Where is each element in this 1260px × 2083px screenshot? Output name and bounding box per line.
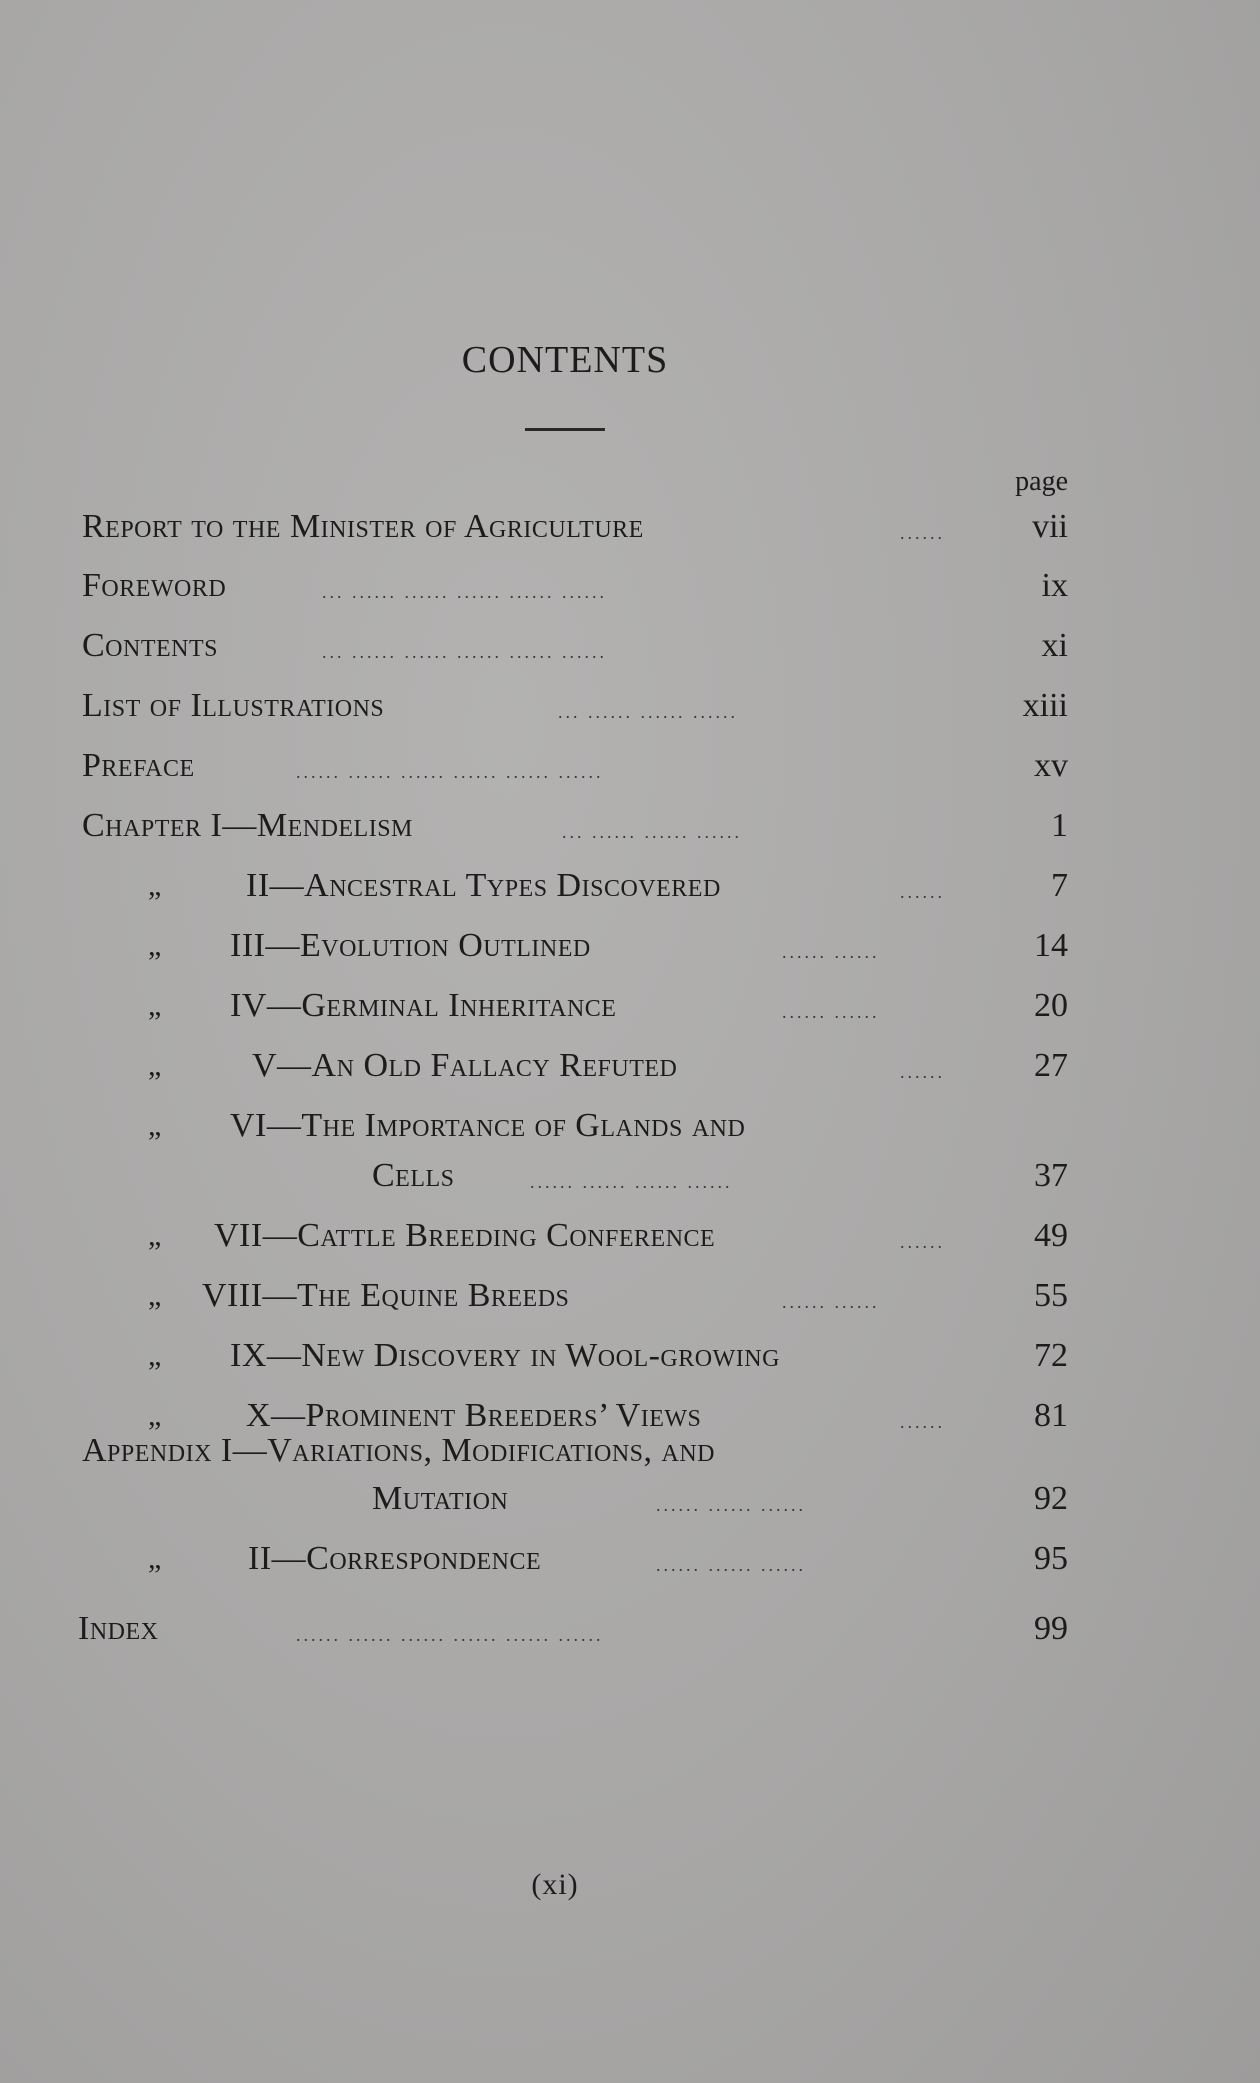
toc-entry-page: 92: [1034, 1480, 1068, 1517]
toc-entry[interactable]: [0, 981, 1260, 1031]
toc-entry-page: 72: [1034, 1337, 1068, 1374]
dot-leader: ... ...... ...... ......: [562, 822, 742, 842]
toc-entry-page: 14: [1034, 927, 1068, 964]
toc-entry-continuation[interactable]: [0, 1474, 1260, 1524]
ditto-mark: „: [148, 1049, 162, 1082]
dot-leader: ...... ...... ......: [656, 1555, 806, 1575]
dot-leader: ...... ......: [782, 942, 880, 962]
toc-entry-page: 37: [1034, 1157, 1068, 1194]
dot-leader: ...... ...... ......: [656, 1495, 806, 1515]
title-rule: [525, 428, 605, 431]
toc-entry-page: 27: [1034, 1047, 1068, 1084]
toc-entry-title: Cells: [372, 1157, 455, 1194]
toc-entry-title: II—Ancestral Types Discovered: [246, 867, 721, 904]
toc-entry[interactable]: [0, 1604, 1260, 1654]
dot-leader: ... ...... ...... ...... ...... ......: [322, 642, 607, 662]
dot-leader: ...... ...... ...... ...... ...... ......: [296, 762, 604, 782]
dot-leader: ...... ...... ...... ...... ...... ......: [296, 1625, 604, 1645]
ditto-mark: „: [148, 869, 162, 902]
toc-entry-title: II—Correspondence: [248, 1540, 542, 1577]
toc-entry-page: 55: [1034, 1277, 1068, 1314]
toc-entry-title: Preface: [82, 747, 195, 784]
dot-leader: ......: [900, 523, 945, 543]
dot-leader: ......: [900, 1232, 945, 1252]
toc-entry[interactable]: [0, 1271, 1260, 1321]
toc-entry-page: 81: [1034, 1397, 1068, 1434]
toc-entry[interactable]: [0, 1331, 1260, 1381]
toc-entry[interactable]: [0, 681, 1260, 731]
page-title: CONTENTS: [461, 339, 669, 381]
ditto-mark: „: [148, 1219, 162, 1252]
ditto-mark: „: [148, 1279, 162, 1312]
toc-entry-title: VI—The Importance of Glands and: [230, 1107, 746, 1144]
toc-entry-title: List of Illustrations: [82, 687, 385, 724]
toc-entry-title: Index: [78, 1610, 159, 1647]
toc-entry-title: Foreword: [82, 567, 227, 604]
toc-entry-title: IV—Germinal Inheritance: [230, 987, 617, 1024]
toc-entry-title: III—Evolution Outlined: [230, 927, 591, 964]
toc-entry[interactable]: [0, 502, 1260, 552]
toc-entry-continuation[interactable]: [0, 1151, 1260, 1201]
dot-leader: ...... ...... ...... ......: [530, 1172, 733, 1192]
toc-entry-title: X—Prominent Breeders’ Views: [246, 1397, 702, 1434]
ditto-mark: „: [148, 1339, 162, 1372]
toc-entry-page: xiii: [1022, 687, 1068, 724]
toc-entry[interactable]: [0, 921, 1260, 971]
toc-entry[interactable]: [0, 861, 1260, 911]
toc-entry-title: VIII—The Equine Breeds: [202, 1277, 570, 1314]
ditto-mark: „: [148, 1109, 162, 1142]
toc-entry-title: V—An Old Fallacy Refuted: [252, 1047, 678, 1084]
toc-entry-page: xv: [1034, 747, 1068, 784]
toc-entry-page: 1: [1051, 807, 1068, 844]
toc-entry-title: Chapter I—Mendelism: [82, 807, 413, 844]
toc-entry[interactable]: [0, 1041, 1260, 1091]
toc-entry-page: ix: [1041, 567, 1068, 604]
toc-entry-title: VII—Cattle Breeding Conference: [214, 1217, 716, 1254]
toc-entry-page: xi: [1041, 627, 1068, 664]
page-column-label: page: [1015, 466, 1068, 497]
ditto-mark: „: [148, 929, 162, 962]
dot-leader: ......: [900, 1062, 945, 1082]
toc-entry-page: 95: [1034, 1540, 1068, 1577]
ditto-mark: „: [148, 1542, 162, 1575]
toc-entry[interactable]: [0, 801, 1260, 851]
dot-leader: ...... ......: [782, 1002, 880, 1022]
dot-leader: ...... ......: [782, 1292, 880, 1312]
toc-entry[interactable]: [0, 1420, 1260, 1470]
toc-entry-page: 7: [1051, 867, 1068, 904]
toc-entry[interactable]: [0, 1534, 1260, 1584]
toc-entry-title: Mutation: [372, 1480, 509, 1517]
toc-entry[interactable]: [0, 741, 1260, 791]
toc-entry[interactable]: [0, 561, 1260, 611]
toc-entry[interactable]: [0, 1101, 1260, 1151]
toc-entry[interactable]: [0, 621, 1260, 671]
toc-entry-page: vii: [1032, 508, 1068, 545]
dot-leader: ......: [900, 1412, 945, 1432]
ditto-mark: „: [148, 989, 162, 1022]
page-number: (xi): [531, 1868, 579, 1901]
ditto-mark: „: [148, 1399, 162, 1432]
toc-entry[interactable]: [0, 1211, 1260, 1261]
dot-leader: ......: [900, 882, 945, 902]
toc-entry-page: 49: [1034, 1217, 1068, 1254]
toc-entry-title: Contents: [82, 627, 219, 664]
toc-entry-page: 99: [1034, 1610, 1068, 1647]
dot-leader: ... ...... ...... ......: [558, 702, 738, 722]
toc-entry-title: Appendix I—Variations, Modifications, and: [82, 1432, 716, 1469]
dot-leader: ... ...... ...... ...... ...... ......: [322, 582, 607, 602]
toc-entry-page: 20: [1034, 987, 1068, 1024]
toc-entry-title: IX—New Discovery in Wool-growing: [230, 1337, 780, 1374]
toc-entry-title: Report to the Minister of Agriculture: [82, 508, 644, 545]
